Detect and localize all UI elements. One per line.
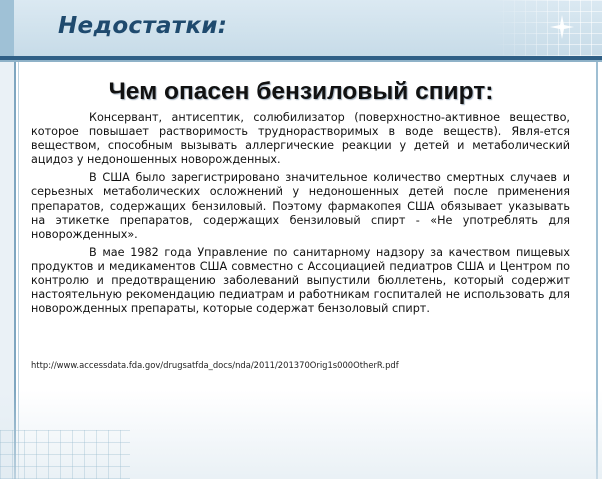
paragraph: В мае 1982 года Управление по санитарному надзору за качеством пищевых продуктов и медикаментов США совместно с Ассоциацией педиатров США и Центром по контролю и предотвращению заболеваний выпустили бюллетень, который содержит настоятельную рекомендацию педиатрам и работникам госпиталей не использовать для новорожденных препараты, которые содержат бензоловый спирт. <box>31 245 570 316</box>
bottom-grid-decoration <box>0 430 130 479</box>
paragraph: Консервант, антисептик, солюбилизатор (поверхностно-активное вещество, которое повышает растворимость труднорастворимых в воде веществ). Явля-ется веществом, способным вызывать аллергические реакции у детей и метаболический ацидоз у недоношенных новорожденных. <box>31 111 570 167</box>
paragraph: В США было зарегистрировано значительное количество смертных случаев и серьезных метаболических осложнений у недоношенных детей после применения препаратов, содержащих бензиловый. Поэтому фармакопея США обязывает указывать на этикетке препаратов, содержащих бензиловый спирт - «Не употреблять для новорожденных». <box>31 171 570 241</box>
header-left-bar <box>0 0 14 56</box>
header-grid-decoration <box>492 0 602 56</box>
header-title: Недостатки: <box>58 13 228 39</box>
header-band <box>0 0 602 56</box>
content-title: Чем опасен бензиловый спирт: <box>108 78 494 105</box>
source-url: http://www.accessdata.fda.gov/drugsatfda_docs/nda/2011/201370Orig1s000OtherR.pdf <box>31 360 399 370</box>
star-icon <box>550 15 574 39</box>
header-rule-light <box>0 60 602 62</box>
body-text <box>31 111 570 320</box>
